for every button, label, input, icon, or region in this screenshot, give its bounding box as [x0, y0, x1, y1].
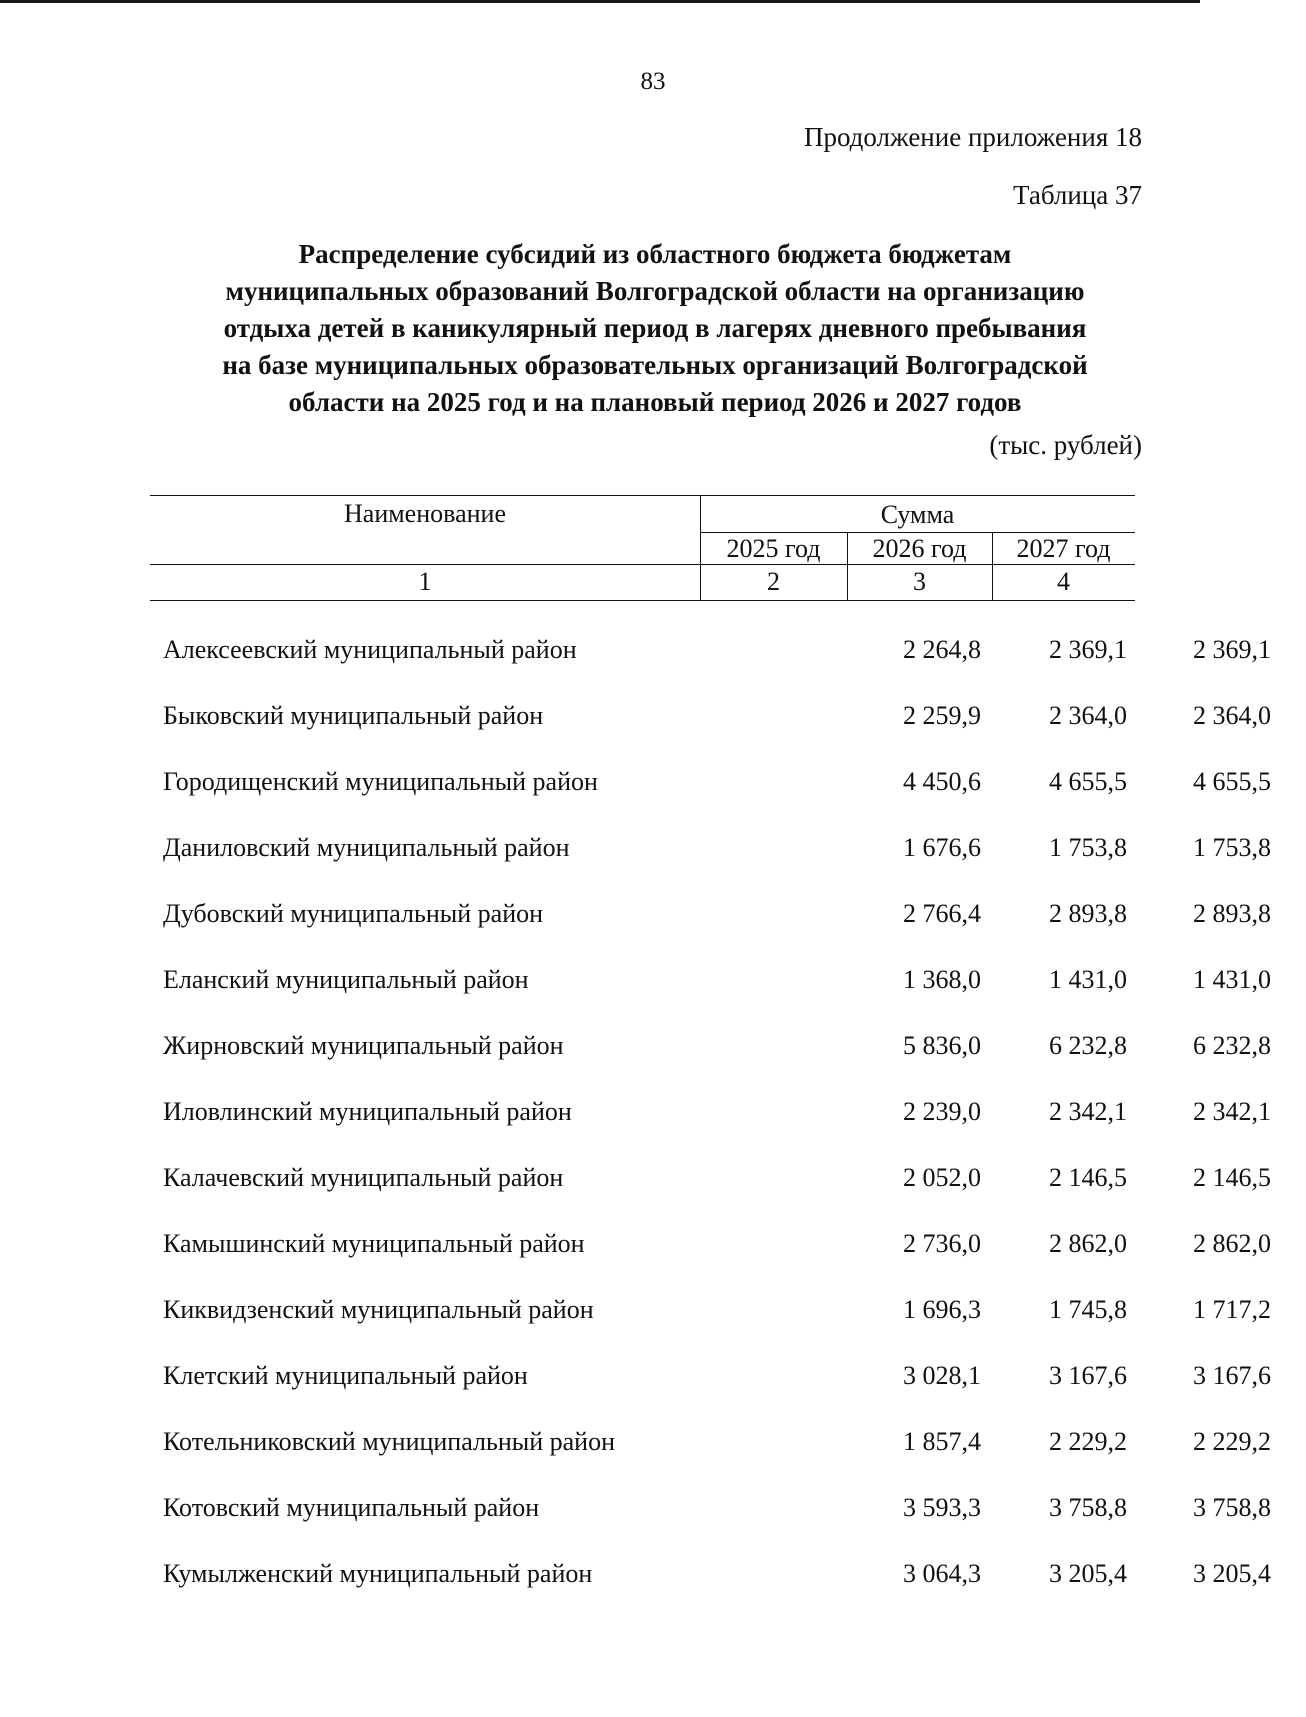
column-number: 1 — [418, 567, 432, 596]
district-name: Жирновский муниципальный район — [163, 1031, 564, 1060]
value-2026: 2 342,1 — [1049, 1097, 1127, 1126]
value-2026: 2 146,5 — [1049, 1163, 1127, 1192]
value-2026: 3 205,4 — [1049, 1559, 1127, 1588]
value-2027: 1 753,8 — [1193, 833, 1271, 862]
value-2027: 2 229,2 — [1193, 1427, 1271, 1456]
title-line: отдыха детей в каникулярный период в лагерях дневного пребывания — [223, 313, 1087, 343]
title-line: области на 2025 год и на плановый период 2026 и 2027 годов — [288, 387, 1022, 417]
value-2026: 6 232,8 — [1049, 1031, 1127, 1060]
value-2027: 2 893,8 — [1193, 899, 1271, 928]
value-2025: 2 259,9 — [903, 701, 981, 730]
page-number: 83 — [640, 68, 666, 95]
value-2026: 2 893,8 — [1049, 899, 1127, 928]
value-2027: 1 717,2 — [1193, 1295, 1271, 1324]
district-name: Дубовский муниципальный район — [163, 899, 544, 928]
table-row — [163, 1281, 1271, 1347]
value-2026: 3 167,6 — [1049, 1361, 1127, 1390]
table-row — [163, 1083, 1271, 1149]
value-2025: 3 028,1 — [903, 1361, 981, 1390]
value-2025: 2 264,8 — [903, 635, 981, 664]
value-2027: 6 232,8 — [1193, 1031, 1271, 1060]
header-mid-rule — [150, 564, 1135, 565]
district-name: Городищенский муниципальный район — [163, 767, 598, 796]
value-2025: 2 052,0 — [903, 1163, 981, 1192]
title-line: на базе муниципальных образовательных организаций Волгоградской — [222, 350, 1088, 380]
value-2027: 3 205,4 — [1193, 1559, 1271, 1588]
value-2026: 1 753,8 — [1049, 833, 1127, 862]
header-year-2026: 2026 год — [872, 534, 967, 563]
value-2025: 2 239,0 — [903, 1097, 981, 1126]
value-2025: 3 064,3 — [903, 1559, 981, 1588]
title-line: Распределение субсидий из областного бюджета бюджетам — [298, 239, 1012, 269]
value-2025: 3 593,3 — [903, 1493, 981, 1522]
document-title — [180, 236, 1130, 421]
table-row — [163, 1545, 1271, 1611]
district-name: Иловлинский муниципальный район — [163, 1097, 572, 1126]
value-2027: 2 342,1 — [1193, 1097, 1271, 1126]
district-name: Клетский муниципальный район — [163, 1361, 528, 1390]
district-name: Быковский муниципальный район — [163, 701, 544, 730]
table-row — [163, 1347, 1271, 1413]
value-2026: 4 655,5 — [1049, 767, 1127, 796]
value-2025: 1 857,4 — [903, 1427, 981, 1456]
district-name: Еланский муниципальный район — [163, 965, 529, 994]
value-2027: 2 364,0 — [1193, 701, 1271, 730]
table-row — [163, 753, 1271, 819]
value-2027: 2 146,5 — [1193, 1163, 1271, 1192]
scan-edge — [0, 0, 1200, 3]
value-2025: 2 766,4 — [903, 899, 981, 928]
column-number: 3 — [913, 567, 926, 596]
header-sum-rule — [700, 532, 1135, 533]
column-number: 2 — [767, 567, 780, 596]
district-name: Кумылженский муниципальный район — [163, 1559, 593, 1588]
units-label: (тыс. рублей) — [989, 430, 1142, 460]
header-bottom-rule — [150, 600, 1135, 601]
value-2026: 2 229,2 — [1049, 1427, 1127, 1456]
value-2027: 2 862,0 — [1193, 1229, 1271, 1258]
district-name: Котовский муниципальный район — [163, 1493, 540, 1522]
value-2026: 2 369,1 — [1049, 635, 1127, 664]
district-name: Киквидзенский муниципальный район — [163, 1295, 594, 1324]
value-2025: 5 836,0 — [903, 1031, 981, 1060]
value-2027: 3 167,6 — [1193, 1361, 1271, 1390]
value-2027: 4 655,5 — [1193, 767, 1271, 796]
value-2026: 2 364,0 — [1049, 701, 1127, 730]
header-top-rule — [150, 495, 1135, 496]
header-name: Наименование — [344, 499, 506, 528]
value-2026: 3 758,8 — [1049, 1493, 1127, 1522]
table-row — [163, 819, 1271, 885]
table-label: Таблица 37 — [1013, 180, 1142, 210]
table-row — [163, 1017, 1271, 1083]
value-2026: 1 431,0 — [1049, 965, 1127, 994]
value-2025: 2 736,0 — [903, 1229, 981, 1258]
table-row — [163, 621, 1271, 687]
table-row — [163, 1215, 1271, 1281]
table-body — [163, 621, 1271, 1611]
district-name: Алексеевский муниципальный район — [163, 635, 577, 664]
column-number: 4 — [1057, 567, 1070, 596]
value-2025: 1 368,0 — [903, 965, 981, 994]
title-line: муниципальных образований Волгоградской области на организацию — [225, 276, 1085, 306]
district-name: Камышинский муниципальный район — [163, 1229, 585, 1258]
district-name: Калачевский муниципальный район — [163, 1163, 564, 1192]
table-row — [163, 885, 1271, 951]
value-2026: 1 745,8 — [1049, 1295, 1127, 1324]
header-sum: Сумма — [880, 500, 955, 529]
header-year-2027: 2027 год — [1016, 534, 1111, 563]
table-row — [163, 687, 1271, 753]
value-2025: 4 450,6 — [903, 767, 981, 796]
table-row — [163, 1413, 1271, 1479]
district-name: Даниловский муниципальный район — [163, 833, 570, 862]
table-row — [163, 951, 1271, 1017]
value-2026: 2 862,0 — [1049, 1229, 1127, 1258]
table-row — [163, 1149, 1271, 1215]
value-2027: 2 369,1 — [1193, 635, 1271, 664]
value-2025: 1 696,3 — [903, 1295, 981, 1324]
table-row — [163, 1479, 1271, 1545]
value-2025: 1 676,6 — [903, 833, 981, 862]
header-year-2025: 2025 год — [726, 534, 821, 563]
value-2027: 1 431,0 — [1193, 965, 1271, 994]
appendix-continuation: Продолжение приложения 18 — [803, 122, 1142, 152]
value-2027: 3 758,8 — [1193, 1493, 1271, 1522]
district-name: Котельниковский муниципальный район — [163, 1427, 615, 1456]
